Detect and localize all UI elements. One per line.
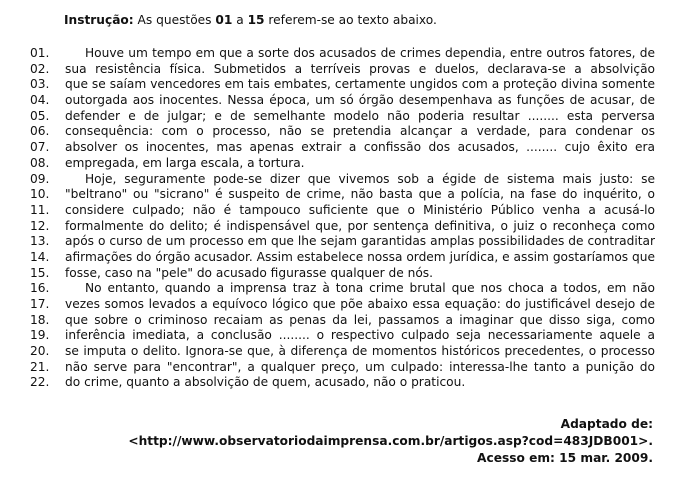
text-line bbox=[30, 203, 655, 219]
text-line bbox=[30, 297, 655, 313]
line-text: após o curso de um processo em que lhe sejam garantidas amplas possibilidades de contraditar bbox=[65, 234, 655, 249]
line-number: 13. bbox=[30, 234, 50, 249]
instruction-text-before: As questões bbox=[133, 13, 216, 27]
source-citation bbox=[128, 416, 653, 467]
line-text: Houve um tempo em que a sorte dos acusados de crimes dependia, entre outros fatores, de bbox=[85, 46, 655, 60]
line-text: que sobre o criminoso recaiam as penas da lei, passamos a imaginar que disso siga, como bbox=[65, 312, 655, 327]
line-text: absolver os inocentes, mas apenas extrair a confissão dos acusados, ........ cujo êxito era bbox=[65, 140, 655, 155]
line-number: 21. bbox=[30, 359, 50, 374]
instruction-label: Instrução: bbox=[64, 13, 134, 27]
line-text: outorgada aos inocentes. Nessa época, um só órgão desempenhava as funções de acusar, de bbox=[65, 93, 655, 108]
text-line bbox=[30, 266, 655, 282]
line-text: não serve para "encontrar", a qualquer preço, um culpado: interessa-lhe tanto a punição do bbox=[65, 359, 655, 374]
line-number: 17. bbox=[30, 297, 50, 311]
text-line bbox=[30, 46, 655, 62]
line-text: empregada, em larga escala, a tortura. bbox=[65, 155, 305, 170]
text-line bbox=[30, 281, 655, 297]
line-text: defender e de julgar; e de semelhante modelo não poderia resultar ........ esta perversa bbox=[65, 108, 655, 123]
text-line bbox=[30, 156, 655, 172]
line-number: 18. bbox=[30, 312, 50, 327]
line-number: 10. bbox=[30, 187, 50, 202]
line-number: 20. bbox=[30, 344, 50, 359]
text-line bbox=[30, 109, 655, 125]
line-number: 12. bbox=[30, 218, 50, 233]
text-line bbox=[30, 344, 655, 360]
text-line bbox=[30, 140, 655, 156]
line-number: 16. bbox=[30, 281, 50, 296]
line-number: 11. bbox=[30, 202, 50, 217]
line-number: 09. bbox=[30, 171, 50, 186]
line-text: Hoje, seguramente pode-se dizer que vivemos sob a égide de sistema mais justo: se bbox=[85, 171, 655, 186]
line-number: 07. bbox=[30, 140, 50, 155]
line-text: do crime, quanto a absolvição de quem, acusado, não o praticou. bbox=[65, 375, 466, 390]
instruction-text-after: referem-se ao texto abaixo. bbox=[264, 13, 437, 27]
line-text: fosse, caso na "pele" do acusado figurasse qualquer de nós. bbox=[65, 265, 434, 280]
question-start: 01 bbox=[215, 13, 233, 27]
numbered-text bbox=[30, 46, 655, 391]
text-line bbox=[30, 187, 655, 203]
text-line bbox=[30, 360, 655, 376]
text-line bbox=[30, 62, 655, 78]
instruction-text-mid: a bbox=[232, 13, 248, 27]
source-access-date: Acesso em: 15 mar. 2009. bbox=[477, 451, 653, 465]
line-number: 01. bbox=[30, 46, 50, 60]
question-end: 15 bbox=[247, 13, 265, 27]
text-line bbox=[30, 93, 655, 109]
text-line bbox=[30, 375, 655, 391]
text-line bbox=[30, 313, 655, 329]
line-number: 14. bbox=[30, 249, 50, 264]
instruction bbox=[64, 12, 437, 28]
line-text: se imputa o delito. Ignora-se que, à diferença de momentos históricos precedentes, o processo bbox=[65, 344, 655, 359]
line-text: que se saíam vencedores em tais embates, certamente ungidos com a proteção divina somente bbox=[65, 77, 655, 92]
source-adapted: Adaptado de: bbox=[560, 417, 653, 431]
text-line bbox=[30, 124, 655, 140]
line-number: 06. bbox=[30, 124, 50, 139]
text-line bbox=[30, 328, 655, 344]
line-text: No entanto, quando a imprensa traz à tona crime brutal que nos choca a todos, em não bbox=[85, 281, 655, 296]
text-line bbox=[30, 234, 655, 250]
line-text: "beltrano" ou "sicrano" é suspeito de crime, não basta que a polícia, na fase do inquérito, o bbox=[65, 187, 655, 202]
line-text: sua resistência física. Submetidos a terríveis provas e duelos, declarava-se a absolvição bbox=[65, 61, 655, 76]
text-line bbox=[30, 172, 655, 188]
line-text: afirmações do órgão acusador. Assim estabelece nossa ordem jurídica, e assim gostaríamos que bbox=[65, 249, 655, 264]
line-number: 15. bbox=[30, 265, 50, 280]
line-number: 22. bbox=[30, 375, 50, 390]
line-number: 05. bbox=[30, 108, 50, 123]
source-url[interactable]: <http://www.observatoriodaimprensa.com.br/artigos.asp?cod=483JDB001>. bbox=[128, 434, 653, 448]
line-text: vezes somos levados a equívoco lógico que põe abaixo essa equação: do justificável desejo de bbox=[65, 297, 655, 311]
text-line bbox=[30, 77, 655, 93]
line-number: 03. bbox=[30, 77, 50, 92]
line-text: inferência imediata, a conclusão ........ o respectivo culpado seja necessariamente aquele a bbox=[65, 328, 655, 343]
line-number: 04. bbox=[30, 93, 50, 108]
line-text: considere culpado; não é tampouco suficiente que o Ministério Público venha a acusá-lo bbox=[65, 202, 655, 217]
text-line bbox=[30, 219, 655, 235]
text-line bbox=[30, 250, 655, 266]
line-number: 19. bbox=[30, 328, 50, 343]
line-number: 08. bbox=[30, 155, 50, 170]
line-text: consequência: com o processo, não se pretendia alcançar a verdade, para condenar os bbox=[65, 124, 655, 139]
line-number: 02. bbox=[30, 61, 50, 76]
line-text: formalmente do delito; é indispensável que, por sentença definitiva, o juiz o reconheça como bbox=[65, 218, 655, 233]
